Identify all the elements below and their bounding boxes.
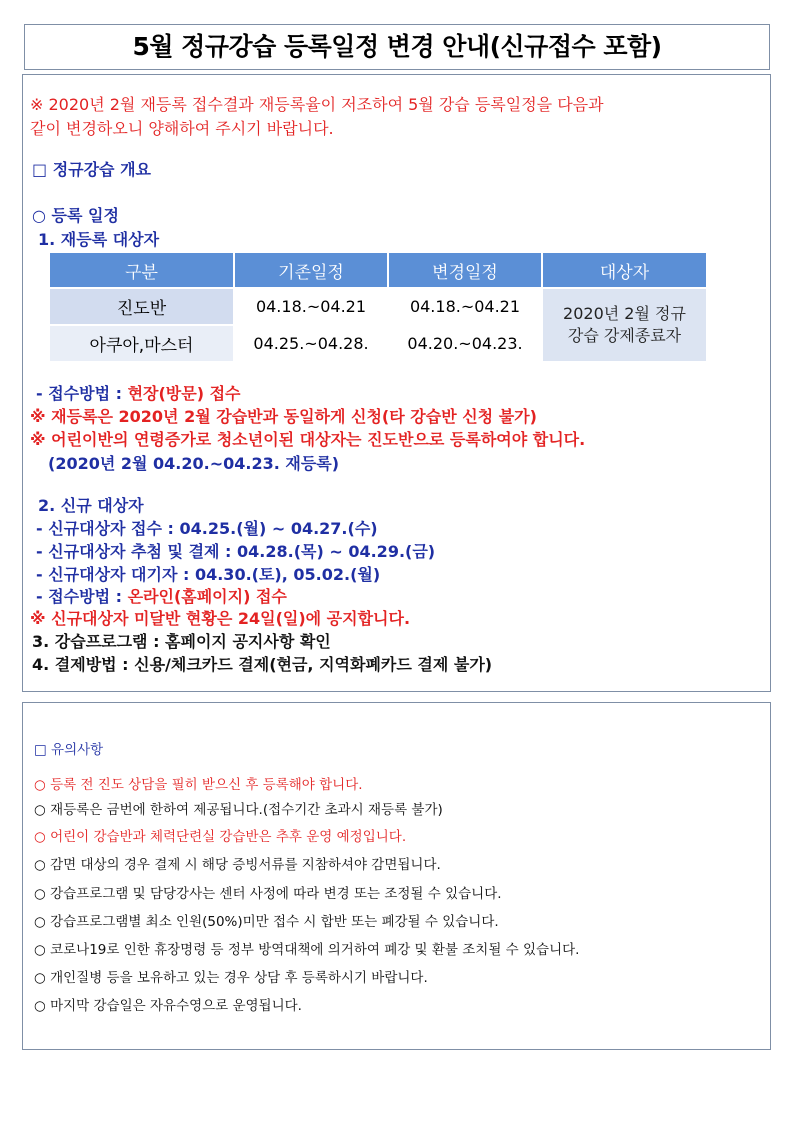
overview-heading: □ 정규강습 개요 (32, 160, 151, 179)
notes-item: ○ 코로나19로 인한 휴장명령 등 정부 방역대책에 의거하여 폐강 및 환불 조치될 수 있습니다. (34, 942, 580, 958)
reregister-note-3: (2020년 2월 04.20.~04.23. 재등록) (48, 454, 340, 473)
row-old-schedule: 04.25.~04.28. (253, 334, 369, 353)
reregister-method-value: 현장(방문) 접수 (127, 384, 241, 403)
schedule-heading: ○ 등록 일정 (32, 206, 119, 225)
program-line: 3. 강습프로그램 : 홈페이지 공지사항 확인 (32, 632, 331, 651)
row-category: 아쿠아,마스터 (50, 326, 233, 361)
notes-item: ○ 등록 전 진도 상담을 필히 받으신 후 등록해야 합니다. (34, 777, 363, 793)
table-row (50, 289, 706, 324)
intro-line-1: ※ 2020년 2월 재등록 접수결과 재등록율이 저조하여 5월 강습 등록일정을 다음과 (30, 95, 604, 114)
new-applicants-line-2: - 신규대상자 추첨 및 결제 : 04.28.(목) ~ 04.29.(금) (36, 542, 436, 561)
header-category: 구분 (50, 253, 233, 287)
notes-item: ○ 감면 대상의 경우 결제 시 해당 증빙서류를 지참하셔야 감면됩니다. (34, 857, 441, 873)
new-applicants-line-1: - 신규대상자 접수 : 04.25.(월) ~ 04.27.(수) (36, 519, 378, 538)
title-box (24, 24, 770, 70)
intro-line-2: 같이 변경하오니 양해하여 주시기 바랍니다. (30, 119, 334, 138)
new-applicants-note: ※ 신규대상자 미달반 현황은 24일(일)에 공지합니다. (30, 609, 411, 628)
row-old-schedule: 04.18.~04.21 (255, 297, 367, 316)
target-cell (543, 289, 706, 361)
notes-item: ○ 개인질병 등을 보유하고 있는 경우 상담 후 등록하시기 바랍니다. (34, 970, 428, 986)
row-new-schedule: 04.18.~04.21 (409, 297, 521, 316)
payment-line: 4. 결제방법 : 신용/체크카드 결제(현금, 지역화폐카드 결제 불가) (32, 655, 493, 674)
notes-item: ○ 어린이 강습반과 체력단련실 강습반은 추후 운영 예정입니다. (34, 829, 407, 845)
reregister-note-1: ※ 재등록은 2020년 2월 강습반과 동일하게 신청(타 강습반 신청 불가) (30, 407, 537, 426)
new-applicants-line-3: - 신규대상자 대기자 : 04.30.(토), 05.02.(월) (36, 565, 381, 584)
new-method-label: - 접수방법 : (36, 587, 128, 606)
reregister-heading: 1. 재등록 대상자 (38, 230, 160, 249)
notes-heading: □ 유의사항 (34, 742, 104, 758)
new-applicants-heading: 2. 신규 대상자 (38, 496, 144, 515)
table-header-row (50, 253, 706, 287)
target-line-2: 강습 강제종료자 (567, 326, 682, 345)
new-method-value: 온라인(홈페이지) 접수 (127, 587, 287, 606)
schedule-table (48, 251, 708, 363)
header-target: 대상자 (543, 253, 706, 287)
row-new-schedule: 04.20.~04.23. (407, 334, 523, 353)
new-applicants-method (36, 584, 287, 607)
reregister-method-label: - 접수방법 : (36, 384, 128, 403)
reregister-note-2: ※ 어린이반의 연령증가로 청소년이된 대상자는 진도반으로 등록하여야 합니다. (30, 430, 586, 449)
notes-item: ○ 강습프로그램 및 담당강사는 센터 사정에 따라 변경 또는 조정될 수 있습니다. (34, 886, 502, 902)
row-category: 진도반 (50, 289, 233, 324)
notes-item: ○ 강습프로그램별 최소 인원(50%)미만 접수 시 합반 또는 폐강될 수 있습니다. (34, 914, 499, 930)
notes-item: ○ 재등록은 금번에 한하여 제공됩니다.(접수기간 초과시 재등록 불가) (34, 802, 443, 818)
header-old-schedule: 기존일정 (235, 253, 387, 287)
page-title: 5월 정규강습 등록일정 변경 안내(신규접수 포함) (132, 32, 662, 61)
notes-item: ○ 마지막 강습일은 자유수영으로 운영됩니다. (34, 998, 302, 1014)
target-line-1: 2020년 2월 정규 (563, 304, 686, 323)
header-new-schedule: 변경일정 (389, 253, 541, 287)
reregister-method (36, 381, 241, 404)
